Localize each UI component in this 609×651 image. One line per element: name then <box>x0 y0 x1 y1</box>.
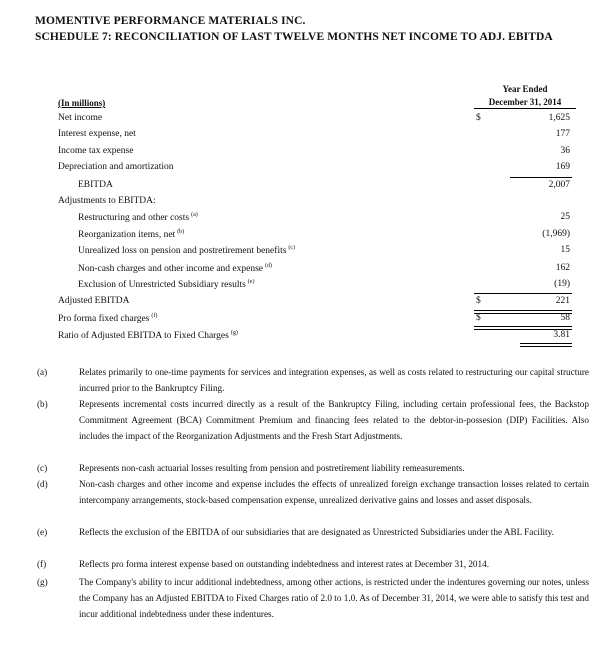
schedule-title: SCHEDULE 7: RECONCILIATION OF LAST TWELVE MONTHS NET INCOME TO ADJ. EBITDA <box>35 31 553 43</box>
row-value: 58 <box>560 313 570 323</box>
double-rule <box>520 343 572 347</box>
footnote-marker: (b) <box>37 399 48 409</box>
footnote-ref: (a) <box>191 212 198 218</box>
table-row-pension-loss <box>0 245 609 259</box>
row-label: Adjusted EBITDA <box>58 296 130 306</box>
row-value: 25 <box>560 212 570 222</box>
footnote-text: The Company's ability to incur additional indebtedness, among other actions, is restricted under the indentures governing our notes, unless the Company has an Adjusted EBITDA to Fixed Charges ratio of 2.0 to 1.0. As of December 31, 2014, we were able to satisfy this test and incur additional indebtedness under these indentures. <box>79 577 589 619</box>
footnote-ref: (c) <box>288 245 296 251</box>
footnote-ref: (g) <box>230 330 238 336</box>
table-row-ratio <box>0 330 609 344</box>
footnote-marker: (f) <box>37 559 47 569</box>
table-row-net-income <box>0 113 609 127</box>
footnote-text: Represents incremental costs incurred directly as a result of the Bankruptcy Filing, including certain professional fees, the Backstop Commitment Agreement (BCA) Commitment Premium and financing fees related to the debtor-in-possesion (DIP) Facilities. Also includes the impact of the Reorganization Adjustments and the Fresh Start Adjustments. <box>79 399 589 441</box>
subtotal-rule <box>474 293 572 294</box>
table-row-adjusted-ebitda <box>0 296 609 310</box>
row-value: 1,625 <box>548 113 570 123</box>
row-label: Exclusion of Unrestricted Subsidiary results $^{(e)}$ <box>78 279 255 290</box>
row-label: Interest expense, net <box>58 129 136 139</box>
row-label: EBITDA <box>78 180 113 190</box>
footnote-ref: (b) <box>177 229 185 235</box>
row-value: 36 <box>560 146 570 156</box>
column-header-year-ended: Year Ended <box>502 84 548 94</box>
table-row-non-cash-charges <box>0 263 609 277</box>
footnote-text: Reflects the exclusion of the EBITDA of our subsidiaries that are designated as Unrestricted Subsidiaries under the ABL Facility. <box>79 527 554 537</box>
column-header-date: December 31, 2014 <box>474 97 576 109</box>
row-value: (1,969) <box>542 229 570 239</box>
row-label: Unrealized loss on pension and postretirement benefits $^{(c)}$ <box>78 245 296 256</box>
footnote-marker: (c) <box>37 463 48 473</box>
table-row-ebitda <box>0 180 609 194</box>
footnote-marker: (e) <box>37 527 48 537</box>
row-value: 169 <box>555 162 570 172</box>
row-value: 221 <box>555 296 570 306</box>
row-label: Pro forma fixed charges $^{(f)}$ <box>58 313 158 324</box>
row-dollar: $ <box>476 296 481 306</box>
footnote-marker: (a) <box>37 367 48 377</box>
subtotal-rule <box>510 177 572 178</box>
row-label: Ratio of Adjusted EBITDA to Fixed Charges $^{(g)}$ <box>58 330 238 341</box>
table-row-restructuring <box>0 212 609 226</box>
row-value: 2,007 <box>548 180 570 190</box>
table-row-depreciation <box>0 162 609 176</box>
footnote-ref: (d) <box>265 263 273 269</box>
footnote-ref: (e) <box>247 279 255 285</box>
table-row-adjustments-header <box>0 196 609 210</box>
row-label: Non-cash charges and other income and expense $^{(d)}$ <box>78 263 273 274</box>
row-value: 177 <box>555 129 570 139</box>
row-value: 3.81 <box>553 330 570 340</box>
footnote-text: Relates primarily to one-time payments for services and integration expenses, as well as costs related to restructuring our capital structure incurred prior to the Bankruptcy Filing. <box>79 367 589 393</box>
row-value: 162 <box>555 263 570 273</box>
table-row-income-tax <box>0 146 609 160</box>
row-label: Net income <box>58 113 103 123</box>
table-row-pro-forma-fixed-charges <box>0 313 609 327</box>
row-dollar: $ <box>476 113 481 123</box>
footnote-text: Reflects pro forma interest expense based on outstanding indebtedness and interest rates at December 31, 2014. <box>79 559 489 569</box>
row-label: Reorganization items, net $^{(b)}$ <box>78 229 185 240</box>
row-dollar: $ <box>476 313 481 323</box>
table-row-reorganization <box>0 229 609 243</box>
company-name: MOMENTIVE PERFORMANCE MATERIALS INC. <box>35 15 306 27</box>
row-label: Restructuring and other costs $^{(a)}$ <box>78 212 198 223</box>
table-row-unrestricted-subsidiary <box>0 279 609 293</box>
row-value: (19) <box>554 279 570 289</box>
footnote-text: Non-cash charges and other income and expense includes the effects of unrealized foreign exchange transaction losses related to certain intercompany arrangements, stock-based compensation expense, unrealized derivative gains and losses and asset disposals. <box>79 479 589 505</box>
units-label: (In millions) <box>58 98 106 108</box>
row-label: Income tax expense <box>58 146 134 156</box>
row-label: Adjustments to EBITDA: <box>58 196 156 206</box>
table-row-interest-expense <box>0 129 609 143</box>
row-label: Depreciation and amortization <box>58 162 174 172</box>
row-value: 15 <box>560 245 570 255</box>
footnote-marker: (d) <box>37 479 48 489</box>
footnote-marker: (g) <box>37 577 48 587</box>
footnote-text: Represents non-cash actuarial losses resulting from pension and postretirement liability remeasurements. <box>79 463 465 473</box>
footnote-ref: (f) <box>151 313 158 319</box>
